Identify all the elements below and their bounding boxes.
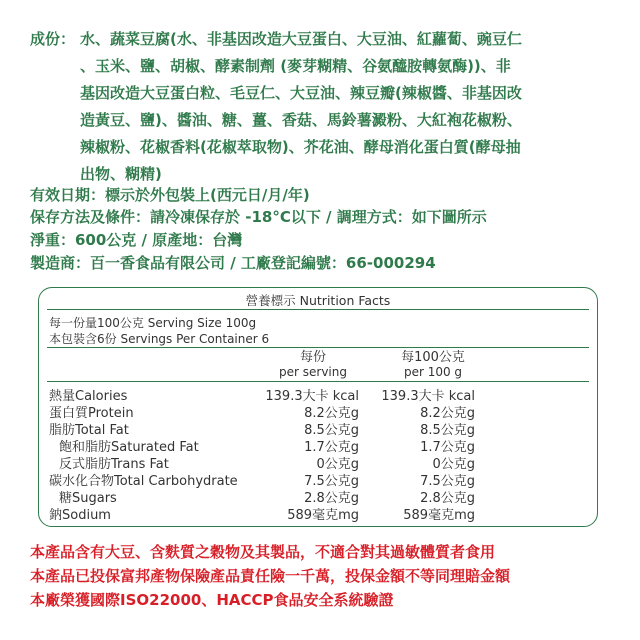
column-header-label: 每100公克 (401, 350, 465, 365)
nutrient-name: 蛋白質Protein (49, 406, 134, 421)
ingredients-label: 成份： (30, 30, 76, 48)
per-serving-value: 7.5公克g (304, 474, 359, 489)
column-header-per-100g (373, 350, 493, 380)
ingredients-line: 辣椒粉、花椒香料(花椒萃取物)、芥花油、酵母消化蛋白質(酵母抽 (80, 138, 521, 156)
per-100g-value: 8.2公克g (420, 406, 475, 421)
column-header-sub: per 100 g (403, 365, 463, 379)
ingredients-line: 、玉米、鹽、胡椒、酵素制劑 (麥芽糊精、谷氨醯胺轉氨酶))、非 (80, 57, 511, 75)
per-serving-value: 0公克g (316, 457, 359, 472)
column-header-label: 每份 (299, 350, 326, 365)
divider (47, 381, 589, 382)
nutrient-row (39, 402, 597, 419)
nutrient-row (39, 436, 597, 453)
per-serving-value: 139.3大卡 kcal (265, 389, 359, 404)
certification-notice: 本廠榮獲國際ISO22000、HACCP食品安全系統驗證 (30, 591, 394, 609)
net-weight-origin: 淨重：600公克 / 原產地：台灣 (30, 231, 243, 249)
per-serving-value: 8.5公克g (304, 423, 359, 438)
column-header-sub: per serving (279, 365, 347, 379)
nutrition-title: 營養標示 Nutrition Facts (245, 293, 391, 308)
nutrient-row (39, 487, 597, 504)
nutrient-row (39, 419, 597, 436)
nutrient-row (39, 453, 597, 470)
column-header-per-serving (253, 350, 373, 380)
nutrient-row (39, 385, 597, 402)
ingredients-line: 基因改造大豆蛋白粒、毛豆仁、大豆油、辣豆瓣(辣椒醬、非基因改 (80, 84, 522, 102)
nutrient-name: 脂肪Total Fat (49, 423, 129, 438)
per-100g-value: 0公克g (432, 457, 475, 472)
per-100g-value: 139.3大卡 kcal (381, 389, 475, 404)
serving-size: 每一份量100公克 Serving Size 100g (49, 316, 257, 330)
ingredients-line: 出物、糊精) (80, 165, 162, 183)
servings-per-container: 本包裝含6份 Servings Per Container 6 (49, 332, 270, 346)
per-serving-value: 589毫克mg (287, 508, 359, 523)
nutrient-name: 反式脂肪Trans Fat (59, 457, 169, 472)
per-100g-value: 7.5公克g (420, 474, 475, 489)
divider (47, 347, 589, 348)
per-serving-value: 8.2公克g (304, 406, 359, 421)
ingredients-line: 造黃豆、鹽)、醬油、糖、薑、香菇、馬鈴薯澱粉、大紅袍花椒粉、 (80, 111, 522, 129)
per-serving-value: 2.8公克g (304, 491, 359, 506)
per-100g-value: 589毫克mg (403, 508, 475, 523)
nutrient-name: 碳水化合物Total Carbohydrate (49, 474, 238, 489)
ingredients-line: 水、蔬菜豆腐(水、非基因改造大豆蛋白、大豆油、紅蘿蔔、豌豆仁 (80, 30, 522, 48)
nutrient-name: 糖Sugars (59, 491, 117, 506)
per-100g-value: 1.7公克g (420, 440, 475, 455)
nutrient-name: 鈉Sodium (49, 508, 111, 523)
per-serving-value: 1.7公克g (304, 440, 359, 455)
divider (47, 309, 589, 310)
nutrition-facts-panel (38, 287, 598, 527)
manufacturer-info: 製造商：百一香食品有限公司 / 工廠登記編號：66-000294 (30, 254, 436, 272)
per-100g-value: 8.5公克g (420, 423, 475, 438)
nutrient-name: 飽和脂肪Saturated Fat (59, 440, 199, 455)
storage-instructions: 保存方法及條件：請冷凍保存於 -18°C以下 / 調理方式：如下圖所示 (30, 208, 487, 226)
nutrient-row (39, 470, 597, 487)
expiry-date: 有效日期：標示於外包裝上(西元日/月/年) (30, 186, 310, 204)
allergen-notice: 本產品含有大豆、含麩質之穀物及其製品，不適合對其過敏體質者食用 (30, 543, 496, 561)
nutrient-row (39, 504, 597, 521)
insurance-notice: 本產品已投保富邦產物保險產品責任險一千萬，投保金額不等同理賠金額 (30, 567, 511, 585)
nutrient-name: 熱量Calories (49, 389, 128, 404)
per-100g-value: 2.8公克g (420, 491, 475, 506)
